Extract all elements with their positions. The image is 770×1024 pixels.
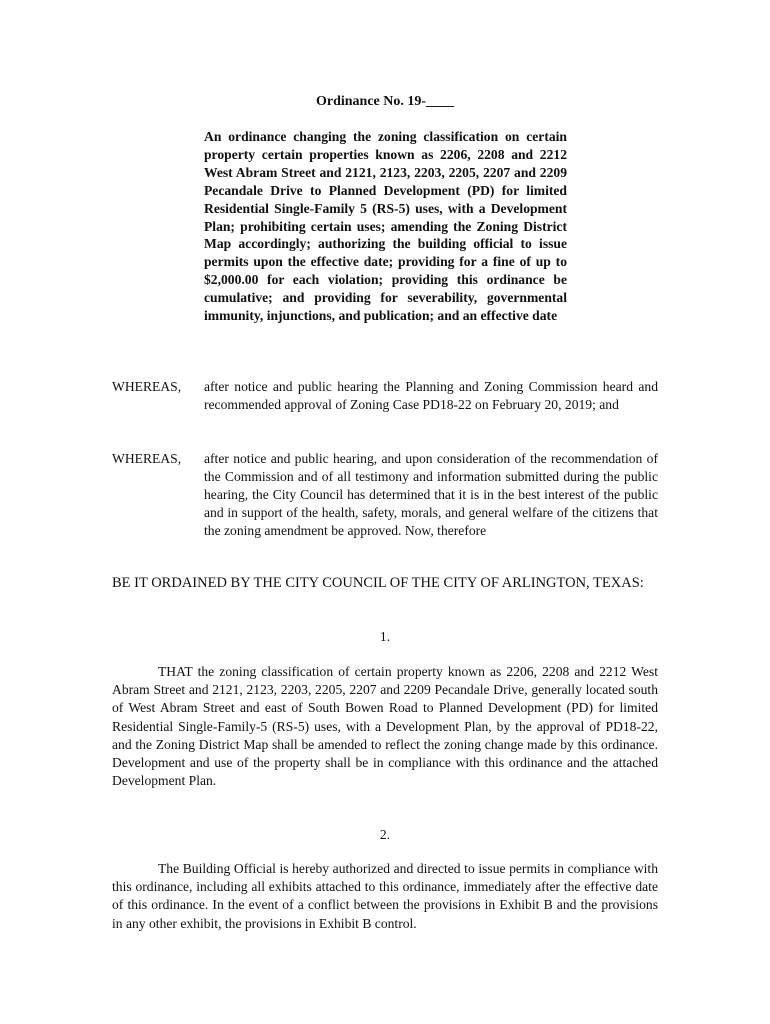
section-text-1: THAT the zoning classification of certain property known as 2206, 2208 and 2212 West Abram Street and 2121, 2123, 2203, 2205, 2207 and 2209 Pecandale Drive, generally located south of West Abram Street and east of South Bowen Road to Planned Development (PD) for limited Residential Single-Family-5 (RS-5) uses, with a Development Plan, by the approval of PD18-22, and the Zoning District Map shall be amended to reflect the zoning change made by this ordinance. Development and use of the property shall be in compliance with this ordinance and the attached Development Plan.: [112, 664, 658, 789]
section-text-2: The Building Official is hereby authorized and directed to issue permits in compliance with this ordinance, including all exhibits attached to this ordinance, immediately after the effective date of this ordinance. In the event of a conflict between the provisions in Exhibit B and the provisions in any other exhibit, the provisions in Exhibit B control.: [112, 861, 658, 931]
section-number-1: 1.: [379, 629, 391, 644]
whereas-clause-1: [112, 378, 658, 414]
whereas-text: after notice and public hearing, and upon consideration of the recommendation of the Commission and of all testimony and information submitted during the public hearing, the City Council has determined that it is in the best interest of the public and in support of the health, safety, morals, and general welfare of the citizens that the zoning amendment be approved. Now, therefore: [204, 451, 658, 538]
ordinance-title: Ordinance No. 19-____: [315, 94, 455, 109]
whereas-text: after notice and public hearing the Planning and Zoning Commission heard and recommended approval of Zoning Case PD18-22 on February 20, 2019; and: [204, 379, 658, 412]
section-number-2: 2.: [379, 827, 391, 842]
whereas-label: WHEREAS,: [112, 451, 182, 466]
whereas-clause-2: [112, 450, 658, 540]
ordaining-clause: BE IT ORDAINED BY THE CITY COUNCIL OF THE CITY OF ARLINGTON, TEXAS:: [112, 575, 644, 591]
whereas-label: WHEREAS,: [112, 379, 182, 394]
ordinance-caption: An ordinance changing the zoning classification on certain property certain properties known as 2206, 2208 and 2212 West Abram Street and 2121, 2123, 2203, 2205, 2207 and 2209 Pecandale Drive to Planned Development (PD) for limited Residential Single-Family 5 (RS-5) uses, with a Development Plan; prohibiting certain uses; amending the Zoning District Map accordingly; authorizing the building official to issue permits upon the effective date; providing for a fine of up to $2,000.00 for each violation; providing this ordinance be cumulative; and providing for severability, governmental immunity, injunctions, and publication; and an effective date: [204, 129, 567, 324]
